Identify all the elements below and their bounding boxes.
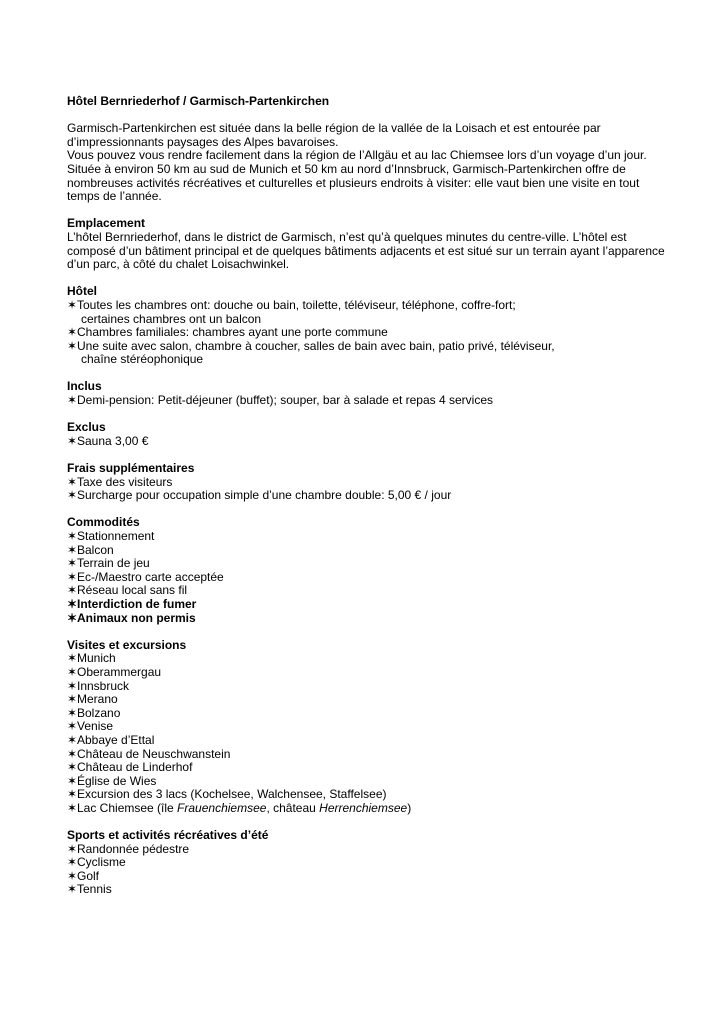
paragraph-line: L’hôtel Bernriederhof, dans le district de Garmisch, n’est qu’à quelques minutes du centre-ville. L’hôtel est [67, 229, 627, 244]
list-item [67, 598, 667, 612]
list-item [67, 530, 667, 544]
section-heading: Commodités [67, 515, 140, 530]
bullet-icon: ✶ [67, 596, 78, 611]
bullet-icon: ✶ [67, 678, 78, 693]
list-item [67, 326, 667, 340]
bullet-icon: ✶ [67, 556, 78, 571]
bullet-icon: ✶ [67, 746, 78, 761]
section-commodites [67, 516, 667, 625]
list-item-text: Terrain de jeu [77, 556, 150, 571]
intro-line: Située à environ 50 km au sud de Munich et 50 km au nord d’Innsbruck, Garmisch-Partenkirchen offre de [67, 161, 626, 176]
list-item-text: Oberammergau [77, 664, 162, 679]
text-fragment: Lac Chiemsee (île [77, 800, 178, 815]
list-item [67, 299, 667, 313]
paragraph-line: composé d’un bâtiment principal et de quelques bâtiments adjacents et est situé sur un terrain ayant l’apparence [67, 243, 665, 258]
list-item [67, 652, 667, 666]
list-item [67, 476, 667, 490]
list-item [67, 788, 667, 802]
list-item [67, 734, 667, 748]
list-item-text: Interdiction de fumer [77, 596, 197, 611]
section-heading: Emplacement [67, 216, 146, 231]
list-item [67, 544, 667, 558]
section-heading: Frais supplémentaires [67, 461, 195, 476]
list-item [67, 693, 667, 707]
list-item-text: Ec-/Maestro carte acceptée [77, 569, 224, 584]
bullet-icon: ✶ [67, 732, 78, 747]
document-page [67, 95, 667, 897]
list-item [67, 761, 667, 775]
list-item-text: Surcharge pour occupation simple d’une chambre double: 5,00 € / jour [77, 488, 452, 503]
list-item-text: Stationnement [77, 529, 155, 543]
list-item [67, 571, 667, 585]
section-emplacement [67, 217, 667, 271]
list-item [67, 340, 667, 354]
section-visites [67, 639, 667, 816]
bullet-icon: ✶ [67, 529, 78, 543]
list-item-text: Réseau local sans fil [77, 583, 188, 598]
list-item-text: Château de Linderhof [77, 760, 193, 775]
list-item-text: Chambres familiales: chambres ayant une porte commune [77, 325, 388, 340]
list-item [67, 883, 667, 897]
intro-line: temps de l’année. [67, 189, 162, 204]
list-item [67, 707, 667, 721]
list-item-text: Animaux non permis [77, 610, 196, 625]
list-item-text: Innsbruck [77, 678, 130, 693]
bullet-icon: ✶ [67, 760, 78, 775]
list-item-text: Abbaye d’Ettal [77, 732, 155, 747]
list-item-text: Golf [77, 868, 100, 883]
list-item [67, 720, 667, 734]
list-item [67, 802, 667, 816]
bullet-icon: ✶ [67, 651, 78, 666]
bullet-icon: ✶ [67, 297, 78, 312]
list-item [67, 666, 667, 680]
bullet-icon: ✶ [67, 787, 78, 802]
intro-line: d’impressionnants paysages des Alpes bavaroises. [67, 134, 339, 149]
bullet-icon: ✶ [67, 569, 78, 584]
intro-paragraph [67, 122, 667, 204]
list-item [67, 435, 667, 449]
bullet-icon: ✶ [67, 719, 78, 734]
list-item-text: Venise [77, 719, 114, 734]
section-sports [67, 829, 667, 897]
list-item-text: Demi-pension: Petit-déjeuner (buffet); souper, bar à salade et repas 4 services [77, 393, 494, 408]
list-item-continuation: certaines chambres ont un balcon [81, 311, 262, 326]
section-exclus [67, 421, 667, 448]
list-item [67, 843, 667, 857]
bullet-icon: ✶ [67, 692, 78, 707]
list-item-text: Bolzano [77, 705, 121, 720]
list-item [67, 489, 667, 503]
list-item-continuation: chaîne stéréophonique [81, 352, 204, 367]
list-item [67, 775, 667, 789]
bullet-icon: ✶ [67, 542, 78, 557]
bullet-icon: ✶ [67, 488, 78, 503]
bullet-icon: ✶ [67, 583, 78, 598]
italic-place-name: Herrenchiemsee [319, 800, 408, 815]
list-item-text [77, 802, 667, 816]
bullet-icon: ✶ [67, 841, 78, 856]
list-item [67, 870, 667, 884]
list-item-text: Château de Neuschwanstein [77, 746, 231, 761]
list-item-text: Sauna 3,00 € [77, 433, 149, 448]
section-heading: Visites et excursions [67, 637, 187, 652]
list-item [67, 557, 667, 571]
intro-line: nombreuses activités récréatives et culturelles et plusieurs endroits à visiter: elle vaut bien une visite en tout [67, 175, 640, 190]
bullet-icon: ✶ [67, 338, 78, 353]
intro-line: Vous pouvez vous rendre facilement dans la région de l’Allgäu et au lac Chiemsee lors d’un voyage d’un jour. [67, 148, 647, 163]
intro-line: Garmisch-Partenkirchen est située dans la belle région de la vallée de la Loisach et est entourée par [67, 121, 601, 136]
text-fragment: , château [266, 800, 320, 815]
list-item-text: Une suite avec salon, chambre à coucher, salles de bain avec bain, patio privé, téléviseur, [77, 338, 555, 353]
document-title: Hôtel Bernriederhof / Garmisch-Partenkirchen [67, 94, 330, 108]
list-item [67, 394, 667, 408]
bullet-icon: ✶ [67, 882, 78, 897]
list-item-text: Balcon [77, 542, 114, 557]
list-item [67, 680, 667, 694]
list-item-text: Église de Wies [77, 773, 157, 788]
section-inclus [67, 380, 667, 407]
list-item-text: Toutes les chambres ont: douche ou bain, toilette, téléviseur, téléphone, coffre-fort; [77, 297, 516, 312]
section-hotel [67, 285, 667, 367]
section-frais [67, 462, 667, 503]
bullet-icon: ✶ [67, 474, 78, 489]
section-heading: Hôtel [67, 284, 97, 299]
bullet-icon: ✶ [67, 705, 78, 720]
list-item-text: Munich [77, 651, 116, 666]
italic-place-name: Frauenchiemsee [177, 800, 267, 815]
list-item-text: Cyclisme [77, 855, 126, 870]
list-item-text: Merano [77, 692, 118, 707]
list-item-text: Taxe des visiteurs [77, 474, 173, 489]
bullet-icon: ✶ [67, 855, 78, 870]
section-heading: Inclus [67, 379, 102, 394]
paragraph-line: d’un parc, à côté du chalet Loisachwinkel. [67, 257, 290, 272]
list-item [67, 584, 667, 598]
text-fragment: ) [407, 800, 412, 815]
bullet-icon: ✶ [67, 610, 78, 625]
bullet-icon: ✶ [67, 773, 78, 788]
bullet-icon: ✶ [67, 393, 78, 408]
bullet-icon: ✶ [67, 800, 78, 815]
section-heading: Sports et activités récréatives d’été [67, 828, 269, 843]
bullet-icon: ✶ [67, 664, 78, 679]
section-heading: Exclus [67, 420, 106, 435]
list-item-text: Tennis [77, 882, 112, 897]
list-item-text: Randonnée pédestre [77, 841, 190, 856]
list-item [67, 612, 667, 626]
bullet-icon: ✶ [67, 868, 78, 883]
list-item [67, 748, 667, 762]
list-item-text: Excursion des 3 lacs (Kochelsee, Walchensee, Staffelsee) [77, 787, 387, 802]
list-item [67, 856, 667, 870]
bullet-icon: ✶ [67, 325, 78, 340]
bullet-icon: ✶ [67, 433, 78, 448]
